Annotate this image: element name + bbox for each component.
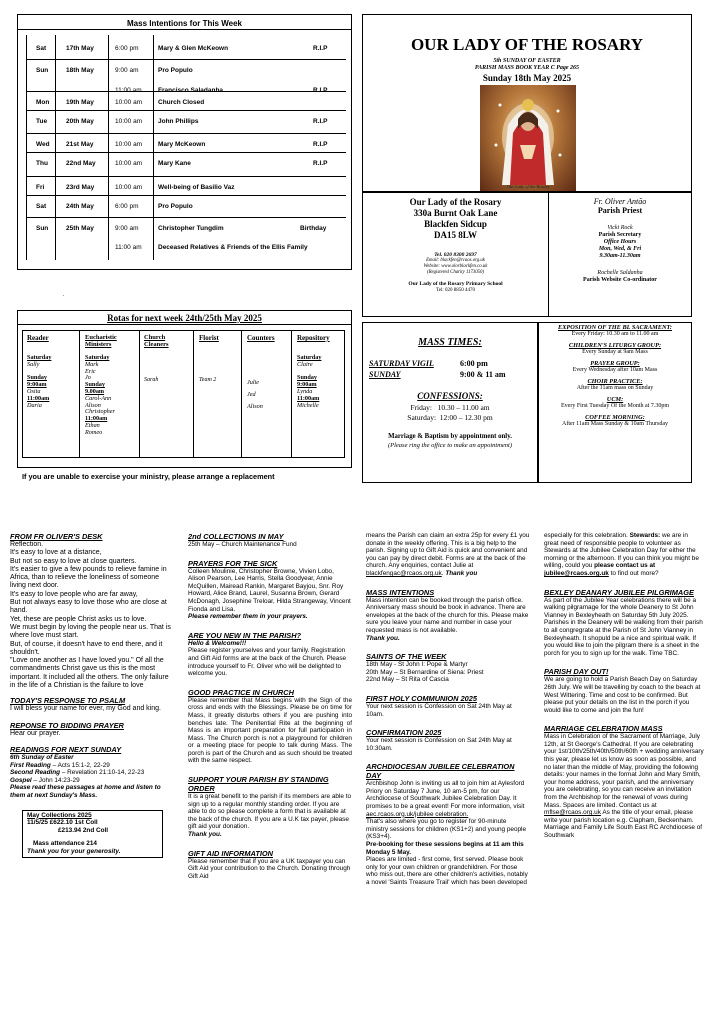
rota-em-entry: Mark bbox=[85, 360, 99, 368]
mass-intention-date: 22nd May bbox=[66, 160, 96, 167]
desk-line: But, of course, it doesn't have to end there, and it shouldn't. bbox=[10, 640, 163, 656]
parish-header-box bbox=[362, 14, 692, 192]
mass-intention-date: 19th May bbox=[66, 99, 94, 106]
rota-counters-list bbox=[247, 377, 289, 413]
fhc-text: Your next session is Confession on Sat 24th May at 10am. bbox=[366, 702, 512, 718]
mass-intention-note: R.I.P bbox=[313, 141, 328, 148]
collections-box bbox=[22, 810, 163, 859]
mass-intention-date: 21st May bbox=[66, 141, 94, 148]
group-text: After 11am Mass Sunday & 10am Thursday bbox=[562, 421, 668, 427]
mass-intentions-thanks: Thank you. bbox=[366, 634, 400, 642]
day-out-title: PARISH DAY OUT! bbox=[544, 667, 609, 677]
mass-intention-day: Fri bbox=[36, 184, 45, 191]
saints-title: SAINTS OF THE WEEK bbox=[366, 652, 447, 662]
image-caption: Our Lady of the Rosary bbox=[506, 184, 550, 189]
rota-em-entry: 11:00am bbox=[85, 415, 108, 423]
marriage-mass-title: MARRIAGE CELEBRATION MASS bbox=[544, 724, 663, 734]
mass-intention-note: R.I.P bbox=[313, 45, 328, 52]
gospel-reading: – John 14:23-29 bbox=[31, 776, 80, 784]
rota-header-repository: Repository bbox=[297, 334, 330, 342]
mass-intention-day: Sun bbox=[36, 225, 49, 232]
marriage-email[interactable]: mflse@rcaos.org.uk bbox=[544, 809, 601, 817]
rota-header-florist: Florist bbox=[199, 334, 219, 342]
mass-intention-divider bbox=[26, 59, 346, 60]
mass-intention-date: 25th May bbox=[66, 225, 94, 232]
mass-intention-note: R.I.P bbox=[313, 160, 328, 167]
mass-intention-text: Pro Populo bbox=[158, 203, 193, 210]
address-line-2: 330a Burnt Oak Lane bbox=[413, 208, 498, 218]
rotas-title: Rotas for next week 24th/25th May 2025 bbox=[107, 313, 262, 323]
sick-title: PRAYERS FOR THE SICK bbox=[188, 558, 278, 568]
parish-website[interactable]: Website: www.olorblackfen.co.uk bbox=[423, 264, 488, 269]
group-text: Every Wednesday after 10am Mass bbox=[572, 367, 658, 373]
mass-intention-date: 24th May bbox=[66, 203, 94, 210]
mass-intention-date: 20th May bbox=[66, 118, 94, 125]
rota-header-eucharistic: Eucharistic Ministers bbox=[85, 334, 117, 348]
mass-intention-time: 10:00 am bbox=[115, 99, 143, 106]
rota-repository-entry: Sunday bbox=[297, 374, 317, 382]
column-4 bbox=[544, 532, 704, 1022]
desk-line: But not always easy to love those who are close at hand. bbox=[10, 599, 167, 615]
rota-header-reader: Reader bbox=[27, 334, 49, 342]
rota-em-entry: Ethan bbox=[85, 421, 100, 429]
rota-reader-entry: Saturday bbox=[27, 354, 52, 361]
second-reading: – Revelation 21:10-14, 22-23 bbox=[60, 769, 145, 777]
secretary-role: Parish Secretary bbox=[598, 232, 642, 238]
bexley-title: BEXLEY DEANARY JUBILEE PILGRIMAGE bbox=[544, 587, 694, 597]
mass-intention-day: Thu bbox=[36, 160, 48, 167]
readings-sunday: 6th Sunday of Easter bbox=[10, 753, 74, 761]
sunday-time: 9:00 & 11 am bbox=[460, 370, 506, 379]
rota-em-entry: Alison bbox=[85, 401, 101, 409]
marriage-mass-text: Mass in Celebration of the Sacrament of Marriage, July 12th, at St George's Cathedral. If you are celebrating your 1st/10th/25th/40th/50th/60th + wedding anniversary this year, please let us know as soon as possible, and no later than the middle of May, providing the following details: your names in the format John and Mary Smith, your home address, your parish, and the anniversary you are celebrating, so you can receive an invitation from the Archbishop for the renewal of vows during Mass. Spaces are limited. Contact us at mflse@rcaos.org.uk As the title of your email, please write your parish location e.g. Clapham, Beckenham. bbox=[544, 733, 704, 824]
group-text: Every Friday: 10.30 am to 11.00 am bbox=[571, 331, 659, 337]
mass-intention-day: Mon bbox=[36, 99, 50, 106]
collections-title: May Collections 2025 bbox=[27, 811, 92, 819]
web-coordinator-name: Rochelle Saldanha bbox=[597, 270, 643, 276]
confirmation-title: CONFIRMATION 2025 bbox=[366, 728, 442, 738]
mass-intention-day: Sat bbox=[36, 203, 47, 210]
marriage-signature: Marriage and Family Life South East RC Archdiocese of Southwark bbox=[544, 824, 703, 839]
groups-box bbox=[538, 322, 692, 483]
mass-intention-text: Deceased Relatives & Friends of the Ellis Family bbox=[158, 244, 308, 251]
rota-em-entry: Carol-Ann bbox=[85, 394, 112, 402]
mass-intention-text: Mary Kane bbox=[158, 160, 191, 167]
mass-intention-note: Birthday bbox=[300, 225, 327, 232]
collection-first: 11/5/25 £622.10 1st Coll bbox=[27, 819, 98, 827]
rota-repository-entry: Lynda bbox=[297, 387, 313, 395]
confessions-title: CONFESSIONS: bbox=[417, 391, 483, 401]
sunday-label: SUNDAY bbox=[369, 370, 401, 379]
desk-line: It's easier to give a few pounds to relieve famine in Africa, than to relieve the loneliness of someone living next door. bbox=[10, 565, 167, 590]
rota-repository-list bbox=[297, 355, 343, 409]
stewards-text: especially for this celebration. Stewards: we are in great need of responsible people to volunteer as Stewards at the Jubilee Celebration Day for either the morning or the afternoon. If you can think you might be willing, could you please contact us at jubilee@rcaos.org.uk to find out more? bbox=[544, 532, 699, 577]
day-out-text: We are going to hold a Parish Beach Day on Saturday 26th July. We will be travelling by coach to the beach at West Wittering. Time and cost to be confirmed. But please put your details on the list in the porch if you would like to come and join the fun! bbox=[544, 676, 701, 714]
confessions-saturday: Saturday: 12:00 – 12.30 pm bbox=[407, 413, 493, 422]
collections-thanks: Thank you for your generosity. bbox=[27, 847, 121, 855]
rota-repository-entry: Claire bbox=[297, 360, 313, 368]
office-time: 9.30am-11.30am bbox=[599, 253, 641, 259]
jubilee-prebooking: Pre-booking for these sessions begins at 11 am this Monday 5 May. bbox=[366, 841, 524, 856]
address-line-4: DA15 8LW bbox=[434, 230, 477, 240]
group-text: Every Sunday at 9am Mass bbox=[582, 349, 648, 355]
second-reading-label: Second Reading bbox=[10, 769, 61, 777]
mass-intention-divider bbox=[26, 176, 346, 177]
rota-em-entry: Christopher bbox=[85, 408, 115, 416]
mass-intention-text: Well-being of Basilio Vaz bbox=[158, 184, 235, 191]
second-collections-title: 2nd COLLECTIONS IN MAY bbox=[188, 532, 284, 541]
rota-em-entry: Romeo bbox=[85, 428, 103, 436]
rota-repository-entry: Saturday bbox=[297, 354, 322, 361]
desk-line: Reflection. bbox=[10, 541, 44, 548]
mass-intention-date: 17th May bbox=[66, 45, 94, 52]
new-parish-text: Please register yourselves and your family. Registration and Gift Aid forms are at the back of the Church. Please introduce yourself to Fr. Oliver who will be delighted to welcome you. bbox=[188, 647, 347, 678]
gift-aid-title: GIFT AID INFORMATION bbox=[188, 848, 273, 858]
gospel-label: Gospel bbox=[10, 776, 32, 784]
marriage-baptism-note: (Please ring the office to make an appointment) bbox=[387, 442, 512, 449]
standing-order-title: SUPPORT YOUR PARISH BY STANDING ORDER bbox=[188, 775, 329, 794]
jubilee-text-2: That's also where you go to register for 90-minute ministry sessions for children (KS1+2) and young people (KS3+4). bbox=[366, 818, 527, 841]
mass-intentions-title: Mass Intentions for This Week bbox=[127, 19, 242, 28]
mass-intention-time: 10:00 am bbox=[115, 184, 143, 191]
first-reading: – Acts 15:1-2, 22-29 bbox=[50, 761, 110, 769]
mass-times-box bbox=[362, 322, 538, 483]
mass-intention-day: Tue bbox=[36, 118, 48, 125]
rota-florist: Team 2 bbox=[199, 377, 217, 383]
mass-times-title: MASS TIMES: bbox=[418, 337, 482, 348]
rota-repository-entry: Michelle bbox=[297, 401, 319, 409]
mass-intention-divider bbox=[26, 152, 346, 153]
sick-note: Please remember them in your prayers. bbox=[188, 613, 308, 621]
rota-em-entry: Jo bbox=[85, 374, 91, 382]
parish-email[interactable]: Email: blackfen@rcaos.org.uk bbox=[426, 258, 485, 263]
good-practice-text: Please remember that Mass begins with the Sign of the cross and ends with the Blessings. Please be on time for Mass, it greatly disturbs others if you are pushing into benches late. The Penitential Rite at the beginning of Mass is an important preparation for full participation in Mass. The Church porch is not a playground for children or a meeting place for people to talk during Mass. The porch is part of the Church and as such should be treated with the same respect. bbox=[188, 696, 352, 765]
gift-aid-text: Please remember that if you are a UK taxpayer you can Gift Aid your contribution to the Church. Donating through Gift Aid bbox=[188, 857, 351, 880]
mass-attendance: Mass attendance 214 bbox=[33, 840, 97, 848]
column-2 bbox=[188, 532, 352, 1022]
standing-order-text: It is a great benefit to the parish if its members are able to sign up to a regular monthly standing order. If you are able to do so please complete a form that is available at the back of the church. If you are a U.K tax payer, please gift aid your donation. bbox=[188, 793, 352, 831]
mass-intentions-info: Mass intention can be booked through the parish office. Anniversary mass should be book in advance. There are envelopes at the back of the church for this. Please make sure you leave your name and number in case your requested mass is not available. bbox=[366, 596, 529, 634]
group-title: CHOIR PRACTICE: bbox=[587, 378, 643, 385]
confessions-friday: Friday: 10.30 – 11.00 am bbox=[410, 403, 490, 412]
mass-intention-divider bbox=[26, 110, 346, 111]
mass-intention-time: 10:00 am bbox=[115, 141, 143, 148]
desk-line: It's easy to love at a distance, bbox=[10, 549, 102, 557]
desk-line: We must begin by loving the people near us. That is where love must start. bbox=[10, 623, 171, 640]
fr-oliver-desk-title: FROM FR OLIVER'S DESK bbox=[10, 532, 103, 541]
desk-line: "Love one another as I have loved you." Of all the commandments Christ gave us this is the most important. It included all the others. The only failure in the life of a Christian is the failure to love bbox=[10, 657, 169, 690]
gift-aid-email[interactable]: blackfengac@rcaos.org.uk bbox=[366, 569, 442, 577]
rota-em-entry: 9.00am bbox=[85, 387, 105, 395]
priest-role: Parish Priest bbox=[597, 206, 643, 215]
collection-second: £213.94 2nd Coll bbox=[58, 826, 109, 834]
rota-header-counters: Counters bbox=[247, 334, 275, 342]
mass-intention-divider bbox=[26, 133, 346, 134]
new-parish-title: ARE YOU NEW IN THE PARISH? bbox=[188, 630, 302, 640]
desk-line: Yet, these are people Christ asks us to love. bbox=[10, 615, 147, 623]
rota-counter-entry: Jed bbox=[247, 391, 256, 398]
standing-order-thanks: Thank you. bbox=[188, 831, 222, 839]
mass-intention-divider bbox=[26, 195, 346, 196]
bulletin-date: Sunday 18th May 2025 bbox=[482, 73, 572, 83]
dot-marker: . bbox=[63, 292, 65, 298]
rota-em-list bbox=[85, 355, 137, 437]
mass-intention-time: 10:00 am bbox=[115, 160, 143, 167]
mass-intention-text: Pro Populo bbox=[158, 67, 193, 74]
mass-intention-time: 9:00 am bbox=[115, 67, 139, 74]
rota-reader-entry: Sally bbox=[27, 360, 40, 368]
parish-title: OUR LADY OF THE ROSARY bbox=[410, 35, 644, 54]
saturday-vigil-label: SATURDAY VIGIL bbox=[369, 359, 434, 368]
rota-reader-entry: Daria bbox=[27, 401, 42, 409]
mass-intention-time: 10:00 am bbox=[115, 118, 143, 125]
desk-line: It's easy to love people who are far away, bbox=[10, 590, 138, 598]
rota-replacement-note: If you are unable to exercise your ministry, please arrange a replacement bbox=[22, 472, 275, 481]
address-line-1: Our Lady of the Rosary bbox=[409, 197, 502, 207]
gift-aid-continued: means the Parish can claim an extra 25p for every £1 you donate in the weekly offering. This is a big help to the parish. Signing up to Gift Aid is quick and convenient and you can pay by direct debit. Forms are at the back of the church. Any enquiries, contact Julie at blackfengac@rcaos.org.uk. Thank you bbox=[366, 532, 530, 577]
mass-intention-time: 9:00 am bbox=[115, 225, 139, 232]
confirmation-text: Your next session is Confession on Sat 24th May at 10:30am. bbox=[366, 737, 512, 752]
saint-entry: 18th May - St John I: Pope & Martyr bbox=[366, 661, 468, 669]
mass-intention-time: 6:00 pm bbox=[115, 203, 139, 210]
readings-title: READINGS FOR NEXT SUNDAY bbox=[10, 744, 122, 754]
marriage-baptism: Marriage & Baptism by appointment only. bbox=[388, 433, 512, 440]
group-title: COFFEE MORNING: bbox=[585, 414, 645, 421]
psalm-title: TODAY'S RESPONSE TO PSALM bbox=[10, 696, 126, 706]
priest-name: Fr. Oliver Antão bbox=[593, 197, 647, 206]
mass-intention-text: Church Closed bbox=[158, 99, 205, 106]
column-3 bbox=[366, 532, 530, 1022]
mass-intention-date: 18th May bbox=[66, 67, 94, 74]
rota-reader-entry: Osita bbox=[27, 387, 41, 395]
school-name: Our Lady of the Rosary Primary School bbox=[408, 281, 503, 287]
rota-repository-entry: 9:00am bbox=[297, 381, 317, 389]
mass-intention-day: Sun bbox=[36, 67, 49, 74]
office-hours-label: Office Hours bbox=[603, 239, 637, 245]
rota-counter-entry: Julie bbox=[247, 379, 260, 386]
parish-telephone: Tel. 020 8300 2697 bbox=[434, 252, 477, 258]
secretary-name: Vicki Rock bbox=[607, 225, 633, 231]
desk-line: But not so easy to love at close quarters. bbox=[10, 557, 137, 565]
mass-intention-time: 11:00 am bbox=[115, 244, 142, 251]
saint-entry: 22nd May – St Rita of Cascia bbox=[366, 676, 449, 684]
mass-intention-text: Mary McKeown bbox=[158, 141, 206, 148]
rota-em-entry: Saturday bbox=[85, 354, 110, 361]
address-line-3: Blackfen Sidcup bbox=[424, 219, 487, 229]
jubilee-text-3: Places are limited - first come, first served. Please book only for your own children or grandchildren. For those who miss out, there are other children's activities, notably a novel 'Saints Treasure Trail' which has been developed bbox=[366, 856, 528, 886]
liturgical-sunday: 5th SUNDAY OF EASTER bbox=[493, 58, 561, 64]
new-hello: Hello & Welcome!!! bbox=[188, 639, 247, 647]
bexley-text: As part of the Jubilee Year celebrations there will be a walking pilgramage for the whole Deanery to St John Vianney in Bexleyheath on Saturday 5th July 2025. Parishes in the Deanery will be walking from their parish to all congregrate at the Parish of St John Vianney in Bexleyheath. It shopuld be a nice and spiritual walk. If you would like to join the pilgram there is a sheet in the porch for you to sign up for the walk. Time TBC. bbox=[544, 596, 703, 657]
bidding-title: REPONSE TO BIDDING PRAYER bbox=[10, 720, 124, 730]
jubilee-title: ARCHDIOCESAN JUBILEE CELEBRATION DAY bbox=[366, 762, 515, 781]
mass-intention-day: Wed bbox=[36, 141, 50, 148]
charity-number: (Registered Charity 1173050) bbox=[426, 270, 485, 275]
rota-cleaners: Sarah bbox=[144, 377, 159, 383]
group-title: EXPOSITION OF THE BL SACRAMENT: bbox=[558, 324, 672, 331]
rota-header-cleaners: Church Cleaners bbox=[144, 334, 169, 348]
readings-note: Please read these passages at home and listen to them at next Sunday's Mass. bbox=[10, 784, 161, 799]
mass-intention-note: R.I.P bbox=[313, 118, 328, 125]
mass-intentions-info-title: MASS INTENTIONS bbox=[366, 587, 435, 597]
mass-intention-date: 23rd May bbox=[66, 184, 95, 191]
mass-intention-text: Christopher Tungdim bbox=[158, 225, 224, 232]
address-clergy-box bbox=[362, 192, 692, 317]
rota-counter-entry: Alison bbox=[247, 403, 263, 410]
saturday-vigil-time: 6:00 pm bbox=[460, 359, 488, 368]
mass-intention-time: 6:00 pm bbox=[115, 45, 139, 52]
rota-reader-list bbox=[27, 355, 77, 409]
mass-intention-text: John Phillips bbox=[158, 118, 199, 125]
office-days: Mon, Wed, & Fri bbox=[598, 246, 642, 252]
first-reading-label: First Reading bbox=[10, 761, 51, 769]
column-1 bbox=[10, 532, 175, 1022]
jubilee-link[interactable]: aec.rcaos.org.uk/jubilee celebration. bbox=[366, 810, 469, 818]
psalm-response: I will bless your name for ever, my God and king. bbox=[10, 705, 161, 713]
group-text: Every First Tuesday Of the Month at 7.30pm bbox=[561, 403, 669, 409]
mass-book-page: PARISH MASS BOOK YEAR C Page 265 bbox=[474, 65, 580, 71]
mass-intention-divider bbox=[26, 217, 346, 218]
rota-reader-entry: 9:00am bbox=[27, 381, 47, 389]
mass-intention-divider bbox=[26, 91, 346, 92]
group-title: CHILDREN'S LITURGY GROUP: bbox=[568, 342, 662, 349]
rota-em-entry: Sunday bbox=[85, 381, 105, 389]
mass-intention-text: Mary & Glen McKeown bbox=[158, 45, 229, 52]
mass-intention-day: Sat bbox=[36, 45, 47, 52]
rotas-table bbox=[22, 330, 345, 458]
rota-em-entry: Eric bbox=[85, 367, 96, 375]
web-coordinator-role: Parish Website Co-ordinator bbox=[583, 277, 657, 283]
group-title: UCM: bbox=[606, 396, 624, 403]
rota-reader-entry: 11:00am bbox=[27, 394, 50, 402]
sick-list: Colleen Moulinie, Christopher Browne, Vivien Lobo, Alison Pearson, Lee Harris, Stella Goodyear, Annie McQuillen, Mairead Rankin, Margaret Bayjou, Snr. Roy Howard, Alice Brand, Laurel, Susanna Brown, Gerard McDonagh, Josephine Treloar, Hilda Strangeway, Vincent Fionda and Lisa. bbox=[188, 567, 351, 613]
group-text: After the 11am mass on Sunday bbox=[576, 385, 654, 391]
our-lady-image bbox=[480, 85, 576, 191]
second-collections: 25th May – Church Maintenance Fund bbox=[188, 541, 297, 548]
jubilee-email[interactable]: jubilee@rcaos.org.uk bbox=[544, 569, 609, 577]
jubilee-text: Archbishop John is inviting us all to join him at Aylesford Priory on Saturday 7 June, 10 am-5 pm, for our Archdiocese of Southwark Jubilee Celebration Day. It promises to be a great event! For more information, visit bbox=[366, 780, 525, 811]
good-practice-title: GOOD PRACTICE IN CHURCH bbox=[188, 687, 294, 697]
group-title: PRAYER GROUP: bbox=[590, 360, 640, 367]
school-telephone: Tel: 020 8850 4470 bbox=[436, 288, 475, 293]
saint-entry: 20th May – St Bernardine of Siena: Priest bbox=[366, 668, 484, 676]
bidding-response: Hear our prayer. bbox=[10, 729, 61, 737]
rota-reader-entry: Sunday bbox=[27, 374, 47, 382]
fhc-title: FIRST HOLY COMMUNION 2025 bbox=[366, 693, 478, 703]
rota-repository-entry: 11:00am bbox=[297, 394, 320, 402]
gift-aid-thanks: Thank you bbox=[445, 569, 478, 577]
